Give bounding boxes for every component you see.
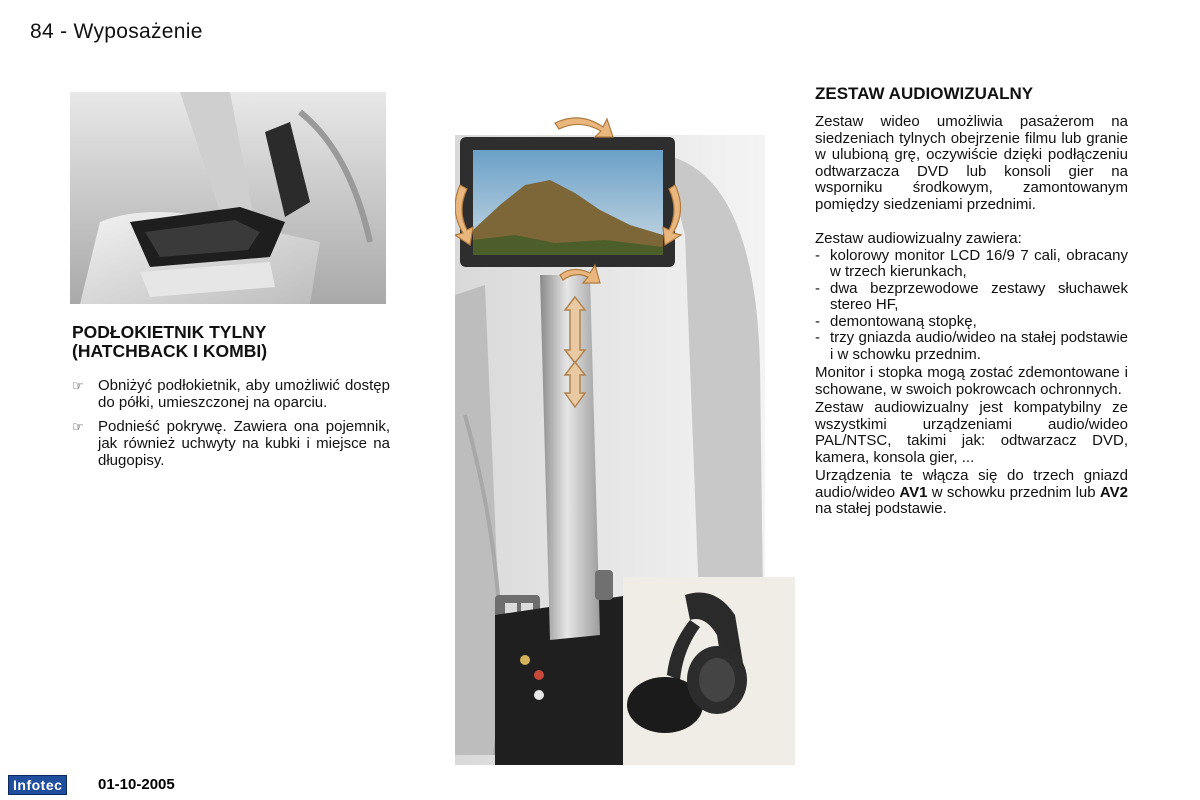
audiovisual-heading: ZESTAW AUDIOWIZUALNY — [815, 84, 1034, 103]
remove-paragraph: Monitor i stopka mogą zostać zdemontowane i schowane, w swoich pokrowcach ochronnych. — [815, 364, 1128, 398]
list-item: ☞ Obniżyć podłokietnik, aby umożliwić dostęp do półki, umieszczonej na oparciu. — [72, 377, 390, 411]
connect-paragraph: Urządzenia te włącza się do trzech gniazd audio/wideo AV1 w schowku przednim lub AV2 na stałej podstawie. — [815, 467, 1128, 517]
footer-date: 01-10-2005 — [98, 776, 175, 793]
av1-label: AV1 — [899, 483, 928, 501]
armrest-heading-line1: PODŁOKIETNIK TYLNY — [72, 322, 267, 342]
list-item: - trzy gniazda audio/wideo na stałej podstawie i w schowku przednim. — [815, 329, 1128, 363]
contains-label: Zestaw audiowizualny zawiera: — [815, 230, 1022, 247]
infotec-logo: Infotec — [8, 775, 67, 795]
rear-armrest-illustration — [70, 92, 386, 304]
audiovisual-description — [815, 114, 1128, 518]
pointing-hand-icon: ☞ — [72, 378, 84, 393]
list-item: - demontowaną stopkę, — [815, 312, 977, 330]
av2-label: AV2 — [1099, 483, 1128, 501]
armrest-heading-line2: (HATCHBACK I KOMBI) — [72, 341, 268, 361]
armrest-instructions — [72, 377, 390, 476]
list-item: - kolorowy monitor LCD 16/9 7 cali, obracany w trzech kierunkach, — [815, 246, 1128, 280]
intro-paragraph: Zestaw wideo umożliwia pasażerom na siedzeniach tylnych obejrzenie filmu lub granie w ulubioną grę, oczywiście dzięki podłączeniu odtwarzacza DVD lub konsoli gier na wsporniku środkowym, zamontowanym pomiędzy siedzeniami przednimi. — [815, 113, 1128, 213]
list-item: ☞ Podnieść pokrywę. Zawiera ona pojemnik, jak również uchwyty na kubki i miejsce na długopisy. — [72, 418, 390, 469]
page-title: 84 - Wyposażenie — [30, 20, 203, 43]
list-item: - dwa bezprzewodowe zestawy słuchawek stereo HF, — [815, 279, 1128, 313]
compat-paragraph: Zestaw audiowizualny jest kompatybilny ze wszystkimi urządzeniami audio/wideo PAL/NTSC, takimi jak: odtwarzacz DVD, kamera, konsola gier, ... — [815, 399, 1128, 466]
contents-list — [815, 248, 1128, 364]
pointing-hand-icon: ☞ — [72, 419, 84, 434]
audiovisual-set-illustration — [455, 115, 795, 765]
